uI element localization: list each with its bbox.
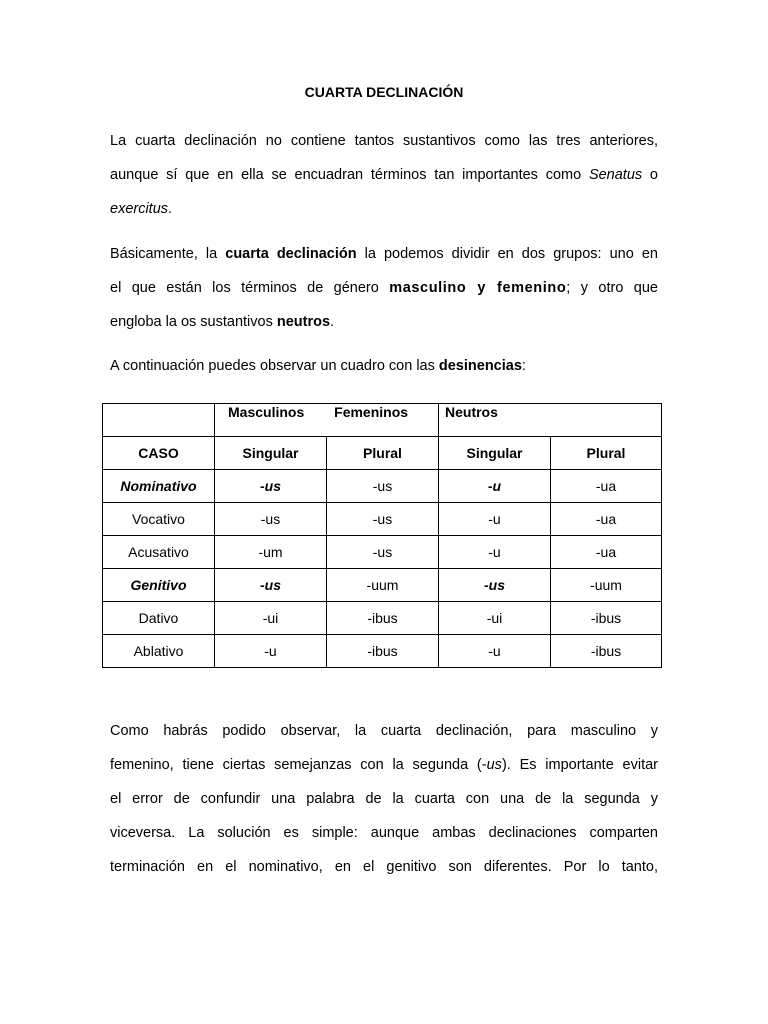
col-header-masc-singular: Singular [215,437,327,470]
case-cell: Genitivo [103,569,215,602]
value-cell: -us [439,569,551,602]
value-cell: -ua [551,503,662,536]
intro-line-2: aunque sí que en ella se encuadran términos tan importantes como Senatus o [110,167,658,183]
femeninos-label: Femeninos [334,404,409,420]
intro-paragraph [110,124,658,226]
masculinos-label: Masculinos [228,404,305,420]
case-cell: Ablativo [103,635,215,668]
value-cell: -u [439,635,551,668]
case-cell: Vocativo [103,503,215,536]
value-cell: -ibus [551,635,662,668]
intro-line-3: exercitus. [110,201,173,217]
table-row [103,470,662,503]
explanation-line-5: terminación en el nominativo, en el genitivo son diferentes. Por lo tanto, [110,859,658,875]
explanation-line-1: Como habrás podido observar, la cuarta declinación, para masculino y [110,723,658,739]
value-cell: -ui [215,602,327,635]
groups-paragraph [110,237,658,339]
intro-line-1: La cuarta declinación no contiene tantos sustantivos como las tres anteriores, [110,133,658,149]
value-cell: -ui [439,602,551,635]
table-row [103,503,662,536]
desinencias-table [102,403,662,668]
group-header-row [103,404,662,437]
column-header-row [103,437,662,470]
page-title: CUARTA DECLINACIÓN [304,84,464,100]
groups-line-3: engloba la os sustantivos neutros. [110,314,335,330]
table-row [103,569,662,602]
value-cell: -us [327,503,439,536]
value-cell: -us [327,470,439,503]
value-cell: -u [439,536,551,569]
value-cell: -us [215,470,327,503]
value-cell: -ibus [327,635,439,668]
value-cell: -uum [551,569,662,602]
value-cell: -ibus [327,602,439,635]
value-cell: -um [215,536,327,569]
col-header-neut-singular: Singular [439,437,551,470]
explanation-line-3: el error de confundir una palabra de la cuarta con una de la segunda y [110,791,658,807]
table-row [103,536,662,569]
case-cell: Acusativo [103,536,215,569]
table-row [103,635,662,668]
value-cell: -u [215,635,327,668]
col-header-masc-plural: Plural [327,437,439,470]
value-cell: -ua [551,536,662,569]
senatus-term: Senatus [588,167,643,183]
table-intro-line: A continuación puedes observar un cuadro con las desinencias: [110,358,526,374]
exercitus-term: exercitus [110,201,169,217]
col-header-caso: CASO [103,437,215,470]
explanation-line-2: femenino, tiene ciertas semejanzas con la segunda (-us). Es importante evitar [110,757,659,773]
value-cell: -u [439,503,551,536]
neutros-label: Neutros [445,404,498,420]
value-cell: -u [439,470,551,503]
value-cell: -uum [327,569,439,602]
explanation-line-4: viceversa. La solución es simple: aunque ambas declinaciones comparten [110,825,658,841]
case-cell: Nominativo [103,470,215,503]
value-cell: -us [215,569,327,602]
empty-header-cell [103,404,215,437]
value-cell: -ibus [551,602,662,635]
value-cell: -us [327,536,439,569]
masc-fem-header-cell [215,404,439,437]
case-cell: Dativo [103,602,215,635]
table-row [103,602,662,635]
col-header-neut-plural: Plural [551,437,662,470]
groups-line-2: el que están los términos de género masculino y femenino; y otro que [110,280,658,296]
groups-line-1: Básicamente, la cuarta declinación la podemos dividir en dos grupos: uno en [110,246,658,262]
neutros-header-cell [439,404,662,437]
explanation-paragraph [110,714,658,884]
value-cell: -ua [551,470,662,503]
table-intro-paragraph [110,349,658,383]
value-cell: -us [215,503,327,536]
